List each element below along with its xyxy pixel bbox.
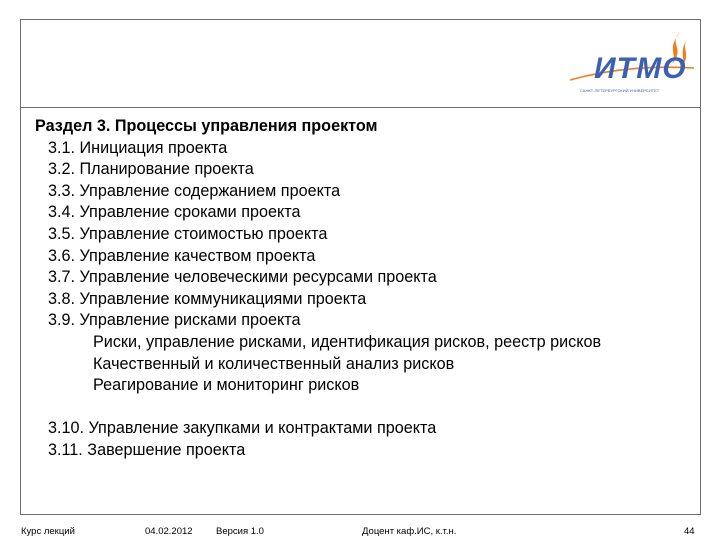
list-item: 3.2. Планирование проекта — [48, 160, 254, 179]
list-item: 3.4. Управление сроками проекта — [48, 203, 301, 222]
itmo-logo — [568, 30, 696, 98]
sub-list-item: Реагирование и мониторинг рисков — [93, 376, 360, 395]
list-item: 3.6. Управление качеством проекта — [48, 246, 316, 265]
slide-content — [35, 116, 695, 462]
list-item: 3.1. Инициация проекта — [48, 138, 228, 157]
footer-author: Доцент каф.ИС, к.т.н. — [362, 526, 457, 537]
list-item: 3.8. Управление коммуникациями проекта — [48, 289, 367, 308]
footer-version: Версия 1.0 — [216, 526, 264, 537]
footer-course: Курс лекций — [21, 526, 75, 537]
header-divider — [20, 107, 701, 108]
list-item: 3.5. Управление стоимостью проекта — [48, 224, 328, 243]
list-item: 3.3. Управление содержанием проекта — [48, 181, 341, 200]
list-item: 3.11. Завершение проекта — [48, 440, 246, 459]
page-number: 44 — [684, 526, 695, 537]
list-item: 3.7. Управление человеческими ресурсами проекта — [48, 268, 437, 287]
sub-list-item: Риски, управление рисками, идентификация рисков, реестр рисков — [93, 332, 602, 351]
logo-subtitle: САНКТ-ПЕТЕРБУРГСКИЙ УНИВЕРСИТЕТ — [580, 88, 660, 93]
sub-list-item: Качественный и количественный анализ рисков — [93, 354, 455, 373]
footer-date: 04.02.2012 — [145, 526, 193, 537]
list-item: 3.9. Управление рисками проекта — [48, 311, 301, 330]
spacer — [35, 397, 695, 419]
logo-text: ИТМО — [594, 52, 687, 85]
list-item: 3.10. Управление закупками и контрактами проекта — [48, 419, 437, 438]
section-title: Раздел 3. Процессы управления проектом — [35, 117, 378, 135]
